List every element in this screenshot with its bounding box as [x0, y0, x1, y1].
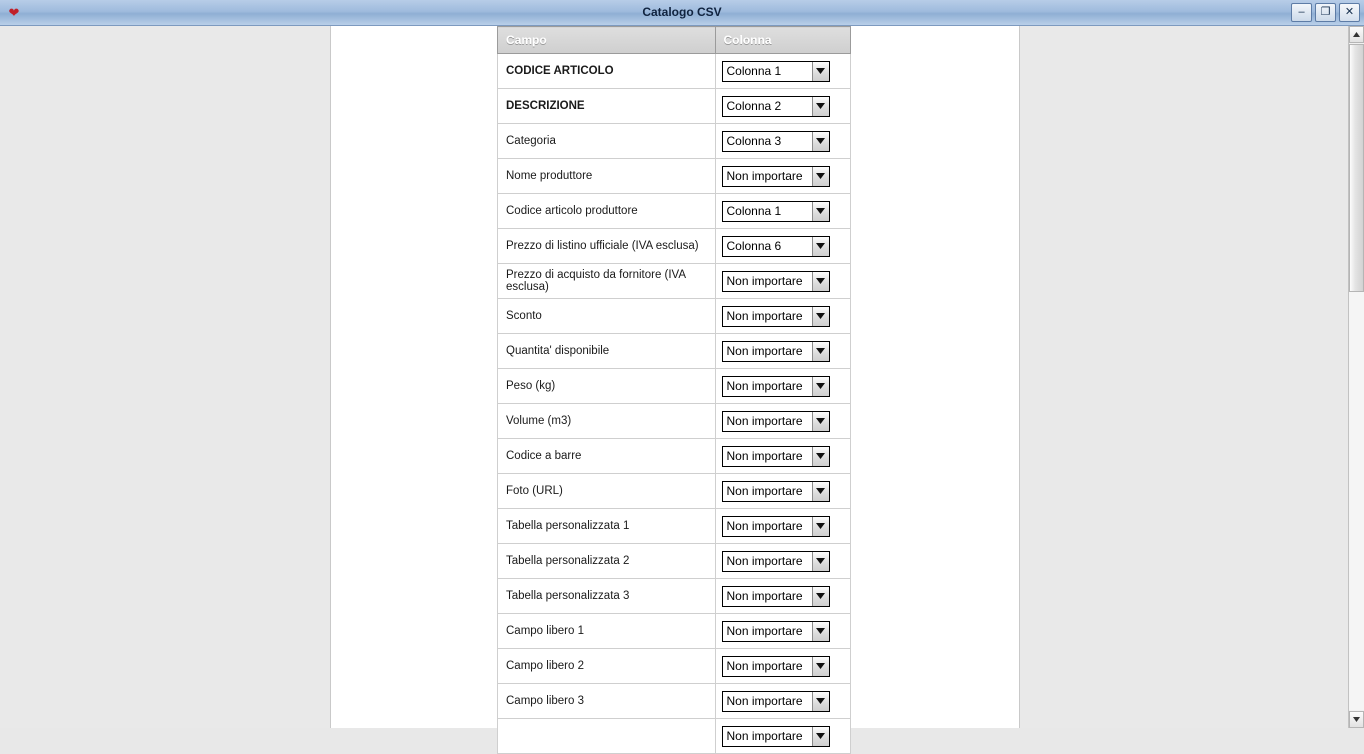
field-label: Nome produttore [498, 159, 716, 194]
column-select-value: Colonna 2 [726, 98, 782, 113]
vertical-scrollbar[interactable] [1348, 26, 1364, 728]
column-select-value: Colonna 6 [726, 238, 782, 253]
column-select[interactable] [722, 131, 830, 152]
table-body [498, 54, 851, 754]
table-row [498, 299, 851, 334]
column-select[interactable] [722, 96, 830, 117]
column-select-cell [715, 369, 851, 404]
field-label: Tabella personalizzata 3 [498, 579, 716, 614]
column-select-cell [715, 229, 851, 264]
column-select[interactable] [722, 201, 830, 222]
column-select-cell [715, 54, 851, 89]
column-select-value: Non importare [726, 378, 803, 393]
field-label: Peso (kg) [498, 369, 716, 404]
scroll-up-icon[interactable] [1349, 26, 1364, 43]
column-select[interactable] [722, 306, 830, 327]
table-row [498, 614, 851, 649]
table-row [498, 194, 851, 229]
column-select[interactable] [722, 446, 830, 467]
column-select[interactable] [722, 551, 830, 572]
field-label: CODICE ARTICOLO [498, 54, 716, 89]
field-label: Tabella personalizzata 2 [498, 544, 716, 579]
field-label: Codice a barre [498, 439, 716, 474]
chevron-down-icon[interactable] [812, 202, 829, 221]
field-label: DESCRIZIONE [498, 89, 716, 124]
field-label: Sconto [498, 299, 716, 334]
column-divider-left [330, 26, 331, 728]
header-colonna: Colonna [715, 27, 851, 54]
column-select-cell [715, 544, 851, 579]
column-select[interactable] [722, 166, 830, 187]
column-select-value: Colonna 1 [726, 63, 782, 78]
column-select-value: Non importare [726, 588, 803, 603]
column-select[interactable] [722, 61, 830, 82]
chevron-down-icon[interactable] [812, 97, 829, 116]
window-controls [1291, 3, 1360, 23]
field-label [498, 719, 716, 754]
column-select-value: Non importare [726, 273, 803, 288]
table-row [498, 544, 851, 579]
column-select-value: Non importare [726, 448, 803, 463]
column-select-cell [715, 404, 851, 439]
column-select[interactable] [722, 376, 830, 397]
app-heart-icon: ❤ [8, 5, 20, 20]
table-row [498, 579, 851, 614]
column-select-value: Colonna 1 [726, 203, 782, 218]
chevron-down-icon[interactable] [812, 307, 829, 326]
column-select-cell [715, 439, 851, 474]
table-header [498, 27, 851, 54]
table-row [498, 124, 851, 159]
minimize-button[interactable]: – [1291, 3, 1312, 22]
field-label: Volume (m3) [498, 404, 716, 439]
chevron-down-icon[interactable] [812, 482, 829, 501]
field-label: Foto (URL) [498, 474, 716, 509]
column-select-value: Non importare [726, 658, 803, 673]
chevron-down-icon[interactable] [812, 587, 829, 606]
column-divider-right [1019, 26, 1020, 728]
scroll-down-icon[interactable] [1349, 711, 1364, 728]
table-row [498, 54, 851, 89]
chevron-down-icon[interactable] [812, 447, 829, 466]
column-select[interactable] [722, 621, 830, 642]
column-select[interactable] [722, 516, 830, 537]
table-row [498, 719, 851, 754]
column-select-cell [715, 509, 851, 544]
field-label: Codice articolo produttore [498, 194, 716, 229]
column-select-cell [715, 299, 851, 334]
chevron-down-icon[interactable] [812, 342, 829, 361]
chevron-down-icon[interactable] [812, 692, 829, 711]
column-select-value: Non importare [726, 728, 803, 743]
chevron-down-icon[interactable] [812, 167, 829, 186]
column-select-cell [715, 334, 851, 369]
chevron-down-icon[interactable] [812, 622, 829, 641]
table-row [498, 89, 851, 124]
table-row [498, 229, 851, 264]
chevron-down-icon[interactable] [812, 377, 829, 396]
column-select[interactable] [722, 586, 830, 607]
table-row [498, 404, 851, 439]
column-select-value: Non importare [726, 343, 803, 358]
column-select[interactable] [722, 411, 830, 432]
field-label: Tabella personalizzata 1 [498, 509, 716, 544]
field-label: Campo libero 2 [498, 649, 716, 684]
chevron-down-icon[interactable] [812, 552, 829, 571]
column-select-cell [715, 474, 851, 509]
column-select-cell [715, 649, 851, 684]
column-select-value: Non importare [726, 553, 803, 568]
scrollbar-track[interactable] [1349, 292, 1364, 710]
column-select-value: Non importare [726, 693, 803, 708]
chevron-down-icon[interactable] [812, 412, 829, 431]
column-select[interactable] [722, 481, 830, 502]
table-row [498, 474, 851, 509]
chevron-down-icon[interactable] [812, 132, 829, 151]
chevron-down-icon[interactable] [812, 237, 829, 256]
field-label: Quantita' disponibile [498, 334, 716, 369]
column-select-value: Non importare [726, 308, 803, 323]
field-label: Categoria [498, 124, 716, 159]
field-label: Campo libero 1 [498, 614, 716, 649]
column-select-value: Non importare [726, 483, 803, 498]
column-select[interactable] [722, 341, 830, 362]
restore-button[interactable]: ❐ [1315, 3, 1336, 22]
table-row [498, 264, 851, 299]
field-label: Prezzo di acquisto da fornitore (IVA esclusa) [498, 264, 716, 299]
column-select[interactable] [722, 656, 830, 677]
column-select-cell [715, 159, 851, 194]
column-select-cell [715, 194, 851, 229]
column-select-value: Non importare [726, 623, 803, 638]
table-row [498, 334, 851, 369]
table-row [498, 159, 851, 194]
column-select-cell [715, 264, 851, 299]
csv-mapping-table [497, 26, 851, 754]
column-select-value: Colonna 3 [726, 133, 782, 148]
chevron-down-icon[interactable] [812, 62, 829, 81]
header-campo: Campo [498, 27, 716, 54]
chevron-down-icon[interactable] [812, 657, 829, 676]
column-select-value: Non importare [726, 518, 803, 533]
field-label: Campo libero 3 [498, 684, 716, 719]
column-select[interactable] [722, 726, 830, 747]
table-row [498, 684, 851, 719]
column-select[interactable] [722, 271, 830, 292]
column-select-cell [715, 684, 851, 719]
column-select-cell [715, 89, 851, 124]
chevron-down-icon[interactable] [812, 517, 829, 536]
scrollbar-thumb[interactable] [1349, 44, 1364, 292]
chevron-down-icon[interactable] [812, 272, 829, 291]
column-select[interactable] [722, 236, 830, 257]
column-select-value: Non importare [726, 413, 803, 428]
window-titlebar [0, 0, 1364, 26]
table-row [498, 369, 851, 404]
page-body [0, 26, 1364, 743]
table-row [498, 439, 851, 474]
table-row [498, 649, 851, 684]
close-button[interactable]: ✕ [1339, 3, 1360, 22]
table-row [498, 509, 851, 544]
column-select[interactable] [722, 691, 830, 712]
window-title: Catalogo CSV [642, 5, 722, 19]
column-select-value: Non importare [726, 168, 803, 183]
column-select-cell [715, 579, 851, 614]
field-label: Prezzo di listino ufficiale (IVA esclusa) [498, 229, 716, 264]
column-select-cell [715, 614, 851, 649]
chevron-down-icon[interactable] [812, 727, 829, 746]
column-select-cell [715, 124, 851, 159]
column-select-cell [715, 719, 851, 754]
